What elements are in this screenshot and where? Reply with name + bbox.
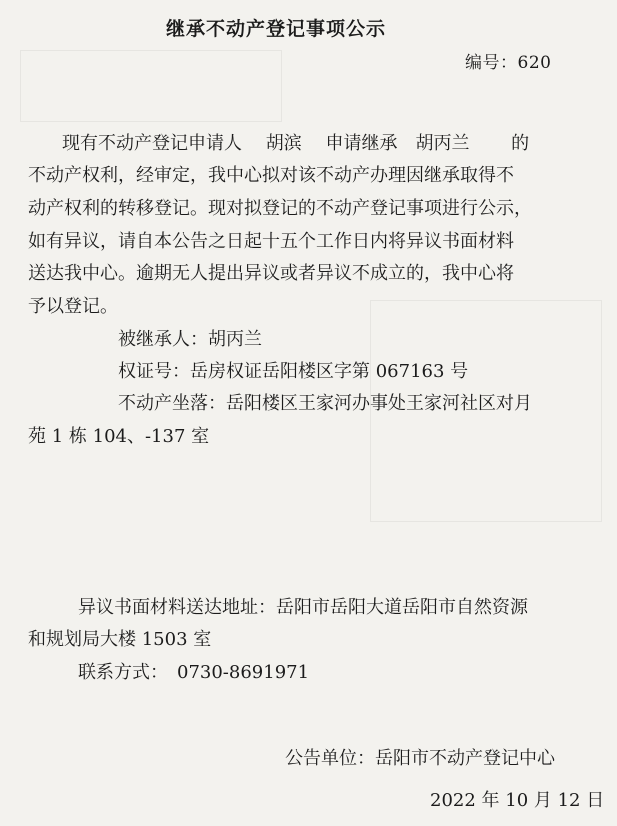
objection-address-continued: 和规划局大楼 1503 室 bbox=[28, 629, 212, 650]
certificate-number: 权证号：岳房权证岳阳楼区字第 067163 号 bbox=[118, 361, 469, 382]
issuer: 公告单位：岳阳市不动产登记中心 bbox=[285, 748, 555, 769]
property-location-continued: 苑 1 栋 104、-137 室 bbox=[28, 426, 210, 447]
body-line: 动产权利的转移登记。现对拟登记的不动产登记事项进行公示， bbox=[28, 198, 532, 219]
decedent-name: 被继承人：胡丙兰 bbox=[118, 329, 262, 350]
bleed-through-artifact bbox=[20, 50, 282, 122]
notice-title: 继承不动产登记事项公示 bbox=[166, 18, 387, 40]
objection-address: 异议书面材料送达地址：岳阳市岳阳大道岳阳市自然资源 bbox=[78, 597, 528, 618]
issue-date: 2022 年 10 月 12 日 bbox=[430, 790, 605, 811]
body-line: 送达我中心。逾期无人提出异议或者异议不成立的，我中心将 bbox=[28, 263, 514, 284]
body-line: 予以登记。 bbox=[28, 296, 118, 317]
contact-info: 联系方式： 0730-8691971 bbox=[78, 662, 310, 683]
property-location: 不动产坐落：岳阳楼区王家河办事处王家河社区对月 bbox=[118, 393, 532, 414]
body-line: 如有异议，请自本公告之日起十五个工作日内将异议书面材料 bbox=[28, 231, 514, 252]
body-line: 不动产权利，经审定，我中心拟对该不动产办理因继承取得不 bbox=[28, 165, 514, 186]
serial-number: 编号：620 bbox=[465, 53, 552, 73]
body-line: 现有不动产登记申请人 胡滨 申请继承 胡丙兰 的 bbox=[62, 133, 530, 154]
